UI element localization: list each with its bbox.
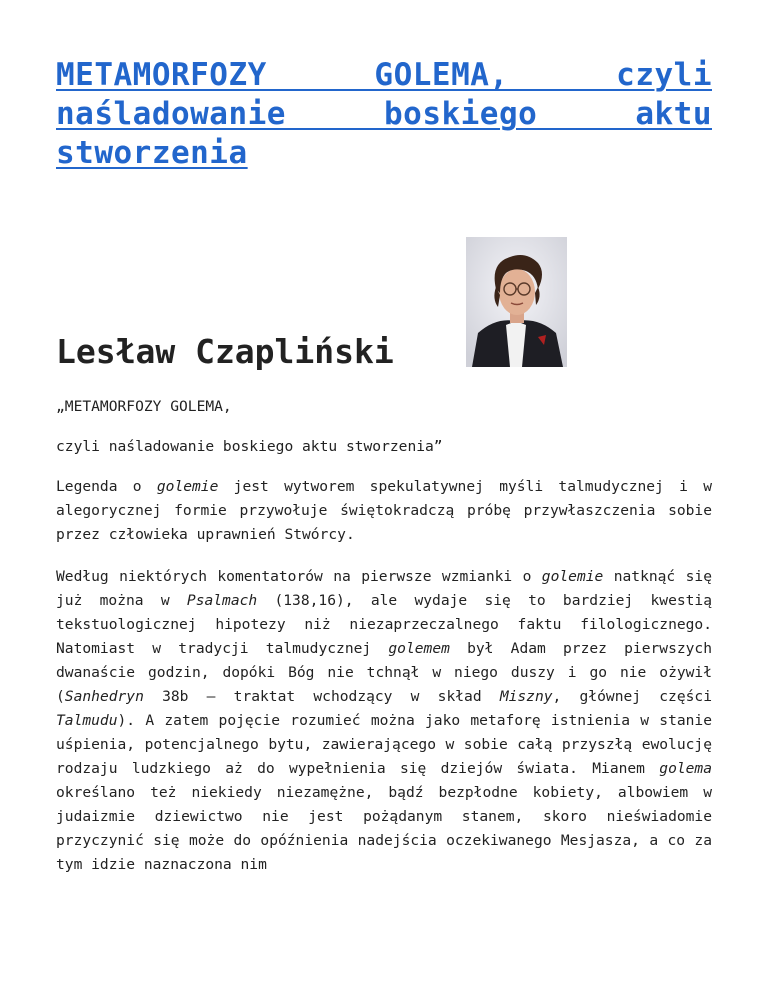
italic-term: golemie — [156, 478, 219, 495]
quote-line-1: „METAMORFOZY GOLEMA, — [56, 398, 232, 415]
italic-term: Psalmach — [186, 592, 258, 609]
text-span: Legenda o — [56, 478, 157, 495]
paragraph-2 — [56, 565, 712, 877]
italic-term: golema — [659, 760, 712, 777]
text-span: określano też niekiedy niezamężne, bądź bezpłodne kobiety, albowiem w judaizmie dziewictwo nie jest pożądanym stanem, skoro nieświadomie przyczynić się może do opóźnienia nadejścia oczekiwanego Mesjasza, a co za tym idzie naznaczona nim — [56, 784, 712, 873]
italic-term: Talmudu — [56, 712, 118, 729]
article-title — [56, 0, 712, 173]
text-span: był Adam przez pierwszych dwanaście godzin, dopóki Bóg nie tchnął w niego duszy i go nie ożywił ( — [56, 640, 712, 705]
italic-term: Miszny — [499, 688, 553, 705]
quote-line-2: czyli naśladowanie boskiego aktu stworzenia” — [56, 438, 443, 455]
text-span: ). A zatem pojęcie rozumieć można jako metaforę istnienia w stanie uśpienia, potencjalnego bytu, zawierającego w sobie całą przyszłą ewolucję rodzaju ludzkiego aż do wypełnienia się dziejów świata. Mianem — [56, 712, 712, 777]
text-span: jest wytworem spekulatywnej myśli talmudycznej i w alegorycznej formie przywołuje świętokradczą próbę przywłaszczenia sobie przez człowieka uprawnień Stwórcy. — [56, 478, 712, 543]
italic-term: golemem — [388, 640, 450, 657]
article-title-link[interactable]: METAMORFOZY GOLEMA, czyli naśladowanie boskiego aktu stworzenia — [56, 57, 712, 171]
text-span: (138,16), ale wydaje się to bardziej kwestią tekstuologicznej hipotezy niż niezaprzeczalnego faktu filologicznego. Natomiast w tradycji talmudycznej — [56, 592, 712, 657]
text-span: natknąć się już można w — [56, 568, 712, 609]
paragraph-1 — [56, 475, 712, 547]
italic-term: golemie — [541, 568, 604, 585]
italic-term: Sanhedryn — [64, 688, 144, 705]
author-portrait-image — [466, 237, 567, 367]
author-name: Lesław Czapliński — [56, 332, 394, 371]
text-span: 38b – traktat wchodzący w skład — [143, 688, 500, 705]
text-span: Według niektórych komentatorów na pierwsze wzmianki o — [56, 568, 542, 585]
author-photo — [466, 237, 567, 367]
text-span: , głównej części — [552, 688, 712, 705]
article-body — [56, 395, 712, 895]
